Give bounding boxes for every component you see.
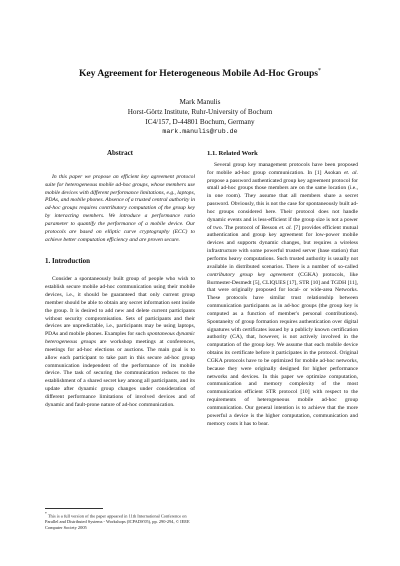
related-work-paragraph [207, 162, 358, 429]
related-text-4: (CGKA) protocols, like Burmester-Desmedt [5], CLIQUES [17], STR [10] and TGDH [11], that were originally proposed for local- or wide-area Networks. These protocols have similar trust relationship between communication participants as in ad-hoc groups (the group key is computed as a function of member's personal contributions). Spontaneity of group formation requires authentication over digital signatures with certificates issued by a publicly known certification authority (CA), that, however, is not actively involved in the computation of the group key. We assume that each mobile device obtains its certificate before it participates in the protocol. Original CGKA protocols have to be optimized for mobile ad-hoc networks, because they were originally designed for higher performance networks and devices. In this paper we optimize computation, communication and memory complexity of the most communication efficient STR protocol [10] with respect to the requirements of heterogeneous mobile ad-hoc group communication. Our general intention is to achieve that the more powerful a device is the higher computation, communication and memory costs it has to bear. [207, 271, 359, 427]
title-text: Key Agreement for Heterogeneous Mobile Ad-Hoc Groups [78, 68, 319, 80]
author-address: IC4/157, D-44801 Bochum, Germany [145, 118, 255, 126]
paper-title [0, 68, 400, 79]
related-emphasis-1: et. al. [343, 169, 358, 176]
footnote [45, 512, 195, 531]
abstract-text: In this paper we propose an efficient key agreement protocol suite for heterogeneous mobile ad-hoc groups, whose members use mobile devices with different performance limitations, e.g., laptops, PDAs, and mobile phones. Absence of a trusted central authority in ad-hoc groups requires contributory computation of the group key by interacting members. We introduce a performance ratio parameter to quantify the performance of a mobile device. Our protocols are based on elliptic curve cryptography (ECC) to achieve better computation efficiency and are proven secure. [45, 173, 195, 243]
abstract-heading: Abstract [106, 149, 134, 157]
author-email: mark.manulis@rub.de [162, 128, 238, 135]
related-text-3: [7] provides efficient mutual authentication and group key agreement for low-power mobile devices and supports dynamic changes, but requires a wireless infrastructure with some powerful trusted server (base station) that performs heavy computations. Such trusted authority is usually not available in distributed scenarios. There is a number of so-called [207, 224, 358, 270]
intro-text-2: are workshop meetings at conferences, meetings for ad-hoc elections or auctions. The main goal is to allow each participant to take part in this secure ad-hoc group communication independent of the performance of its mobile device. The task of securing the communication reduces to the establishment of a shared secret key among all participants, and its update after dynamic group changes under consideration of different performance limitations of involved devices and of dynamic and fault-prone nature of ad-hoc communication. [45, 339, 195, 408]
related-text-1: Several group key management protocols have been proposed for mobile ad-hoc group communication. In [1] Asokan [207, 161, 358, 176]
title-footnote-marker: * [318, 68, 322, 74]
author-block [0, 97, 400, 137]
related-emphasis-3: contributory group key agreement [207, 271, 294, 278]
footnote-marker: * [45, 512, 47, 516]
section-heading-introduction: 1. Introduction [45, 257, 90, 266]
related-emphasis-2: et. al. [279, 224, 292, 231]
footnote-text: This is a full version of the paper appeared in 11th International Conference on Parallel and Distributed Systems - Workshops (ICPADS'05), pp. 290-294, © IEEE Computer Society 2005 [45, 513, 190, 531]
author-name: Mark Manulis [179, 98, 221, 106]
left-column [45, 150, 195, 410]
section-heading-related-work: 1.1. Related Work [207, 150, 258, 157]
intro-paragraph [45, 276, 195, 409]
intro-emphasis: spontaneous dynamic heterogeneous groups [45, 331, 195, 346]
intro-text-1: Consider a spontaneously built group of people who wish to establish secure mobile ad-hoc communication using their mobile devices, i.e., it should be guaranteed that only current group member should be able to obtain any secret information sent inside the group. It is desired to add new and delete current participants without security compromisation. Sets of participants and their devices are unpredictable, i.e., participants may be using laptops, PDAs and mobile phones. Examples for such [45, 276, 195, 338]
right-column [207, 150, 358, 429]
author-affiliation: Horst-Görtz Institute, Ruhr-University of Bochum [127, 108, 273, 116]
related-text-2: propose a password authenticated group key agreement protocol for small ad-hoc groups those members are on the same location (i.e., in one room). They assume that all members share a secret password. Obviously, this is not the case for spontaneously built ad-hoc groups considered here. Their protocol does not handle dynamic events and is less-efficient if the group size is not a power of two. The protocol of Besson [207, 177, 358, 231]
footnote-rule [45, 508, 103, 509]
